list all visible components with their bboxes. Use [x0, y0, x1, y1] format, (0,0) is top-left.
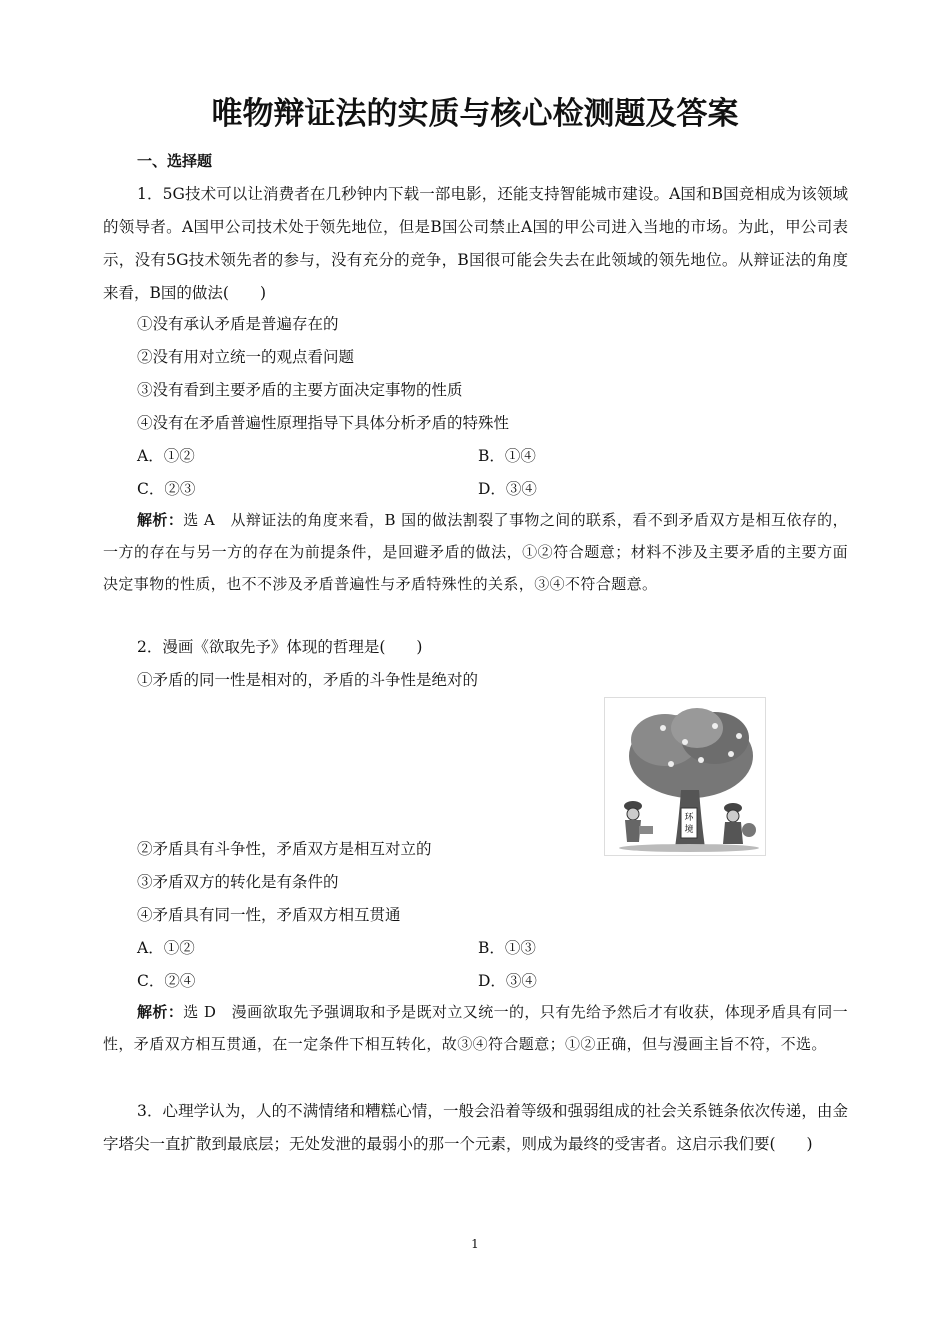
- question-2-item: ④矛盾具有同一性，矛盾双方相互贯通: [137, 906, 401, 924]
- question-3-stem: 3．心理学认为，人的不满情绪和糟糕心情，一般会沿着等级和强弱组成的社会关系链条依次传递，由金字塔尖一直扩散到最底层；无处发泄的最弱小的那一个元素，则成为最终的受害者。这启示我们要( ): [103, 1102, 848, 1153]
- question-1-item: ②没有用对立统一的观点看问题: [137, 348, 355, 366]
- document-title: 唯物辩证法的实质与核心检测题及答案: [211, 96, 739, 132]
- question-1-option-d: D．③④: [478, 480, 537, 498]
- question-2-item: ②矛盾具有斗争性，矛盾双方是相互对立的: [137, 840, 432, 858]
- question-2-stem: 2．漫画《欲取先予》体现的哲理是( ): [137, 638, 423, 656]
- question-1-option-c: C．②③: [137, 480, 196, 498]
- cartoon-image: [604, 697, 766, 856]
- question-2-option-c: C．②④: [137, 972, 196, 990]
- question-2-item: ③矛盾双方的转化是有条件的: [137, 873, 339, 891]
- question-1-item: ①没有承认矛盾是普遍存在的: [137, 315, 339, 333]
- page-number: 1: [471, 1237, 479, 1251]
- question-2-item: ①矛盾的同一性是相对的，矛盾的斗争性是绝对的: [137, 671, 479, 689]
- cartoon-label-2: 境: [684, 825, 694, 835]
- section-heading: 一、选择题: [137, 152, 213, 170]
- question-1-item: ④没有在矛盾普遍性原理指导下具体分析矛盾的特殊性: [137, 414, 510, 432]
- question-2-analysis: [103, 996, 848, 1060]
- tree-cartoon-illustration: [605, 698, 765, 855]
- question-1-option-a: A．①②: [137, 447, 195, 465]
- question-2-option-a: A．①②: [137, 939, 195, 957]
- analysis-label: 解析：: [137, 511, 184, 529]
- question-2-option-d: D．③④: [478, 972, 537, 990]
- question-1-analysis: [103, 504, 848, 600]
- analysis-text: 选 D 漫画欲取先予强调取和予是既对立又统一的，只有先给予然后才有收获，体现矛盾具有同一性，矛盾双方相互贯通，在一定条件下相互转化，故③④符合题意；①②正确，但与漫画主旨不符，不选。: [103, 1003, 848, 1053]
- cartoon-label-1: 环: [684, 813, 694, 823]
- question-2-option-b: B．①③: [478, 939, 536, 957]
- analysis-label: 解析：: [137, 1003, 184, 1021]
- analysis-text: 选 A 从辩证法的角度来看，B 国的做法割裂了事物之间的联系，看不到矛盾双方是相互依存的，一方的存在与另一方的存在为前提条件，是回避矛盾的做法，①②符合题意；材料不涉及主要矛盾的主要方面决定事物的性质，也不不涉及矛盾普遍性与矛盾特殊性的关系，③④不符合题意。: [103, 511, 848, 593]
- question-1-stem: 1．5G技术可以让消费者在几秒钟内下载一部电影，还能支持智能城市建设。A国和B国竞相成为该领域的领导者。A国甲公司技术处于领先地位，但是B国公司禁止A国的甲公司进入当地的市场。为此，甲公司表示，没有5G技术领先者的参与，没有充分的竞争，B国很可能会失去在此领域的领先地位。从辩证法的角度来看，B国的做法( ): [103, 185, 848, 302]
- question-1-option-b: B．①④: [478, 447, 536, 465]
- question-1-item: ③没有看到主要矛盾的主要方面决定事物的性质: [137, 381, 463, 399]
